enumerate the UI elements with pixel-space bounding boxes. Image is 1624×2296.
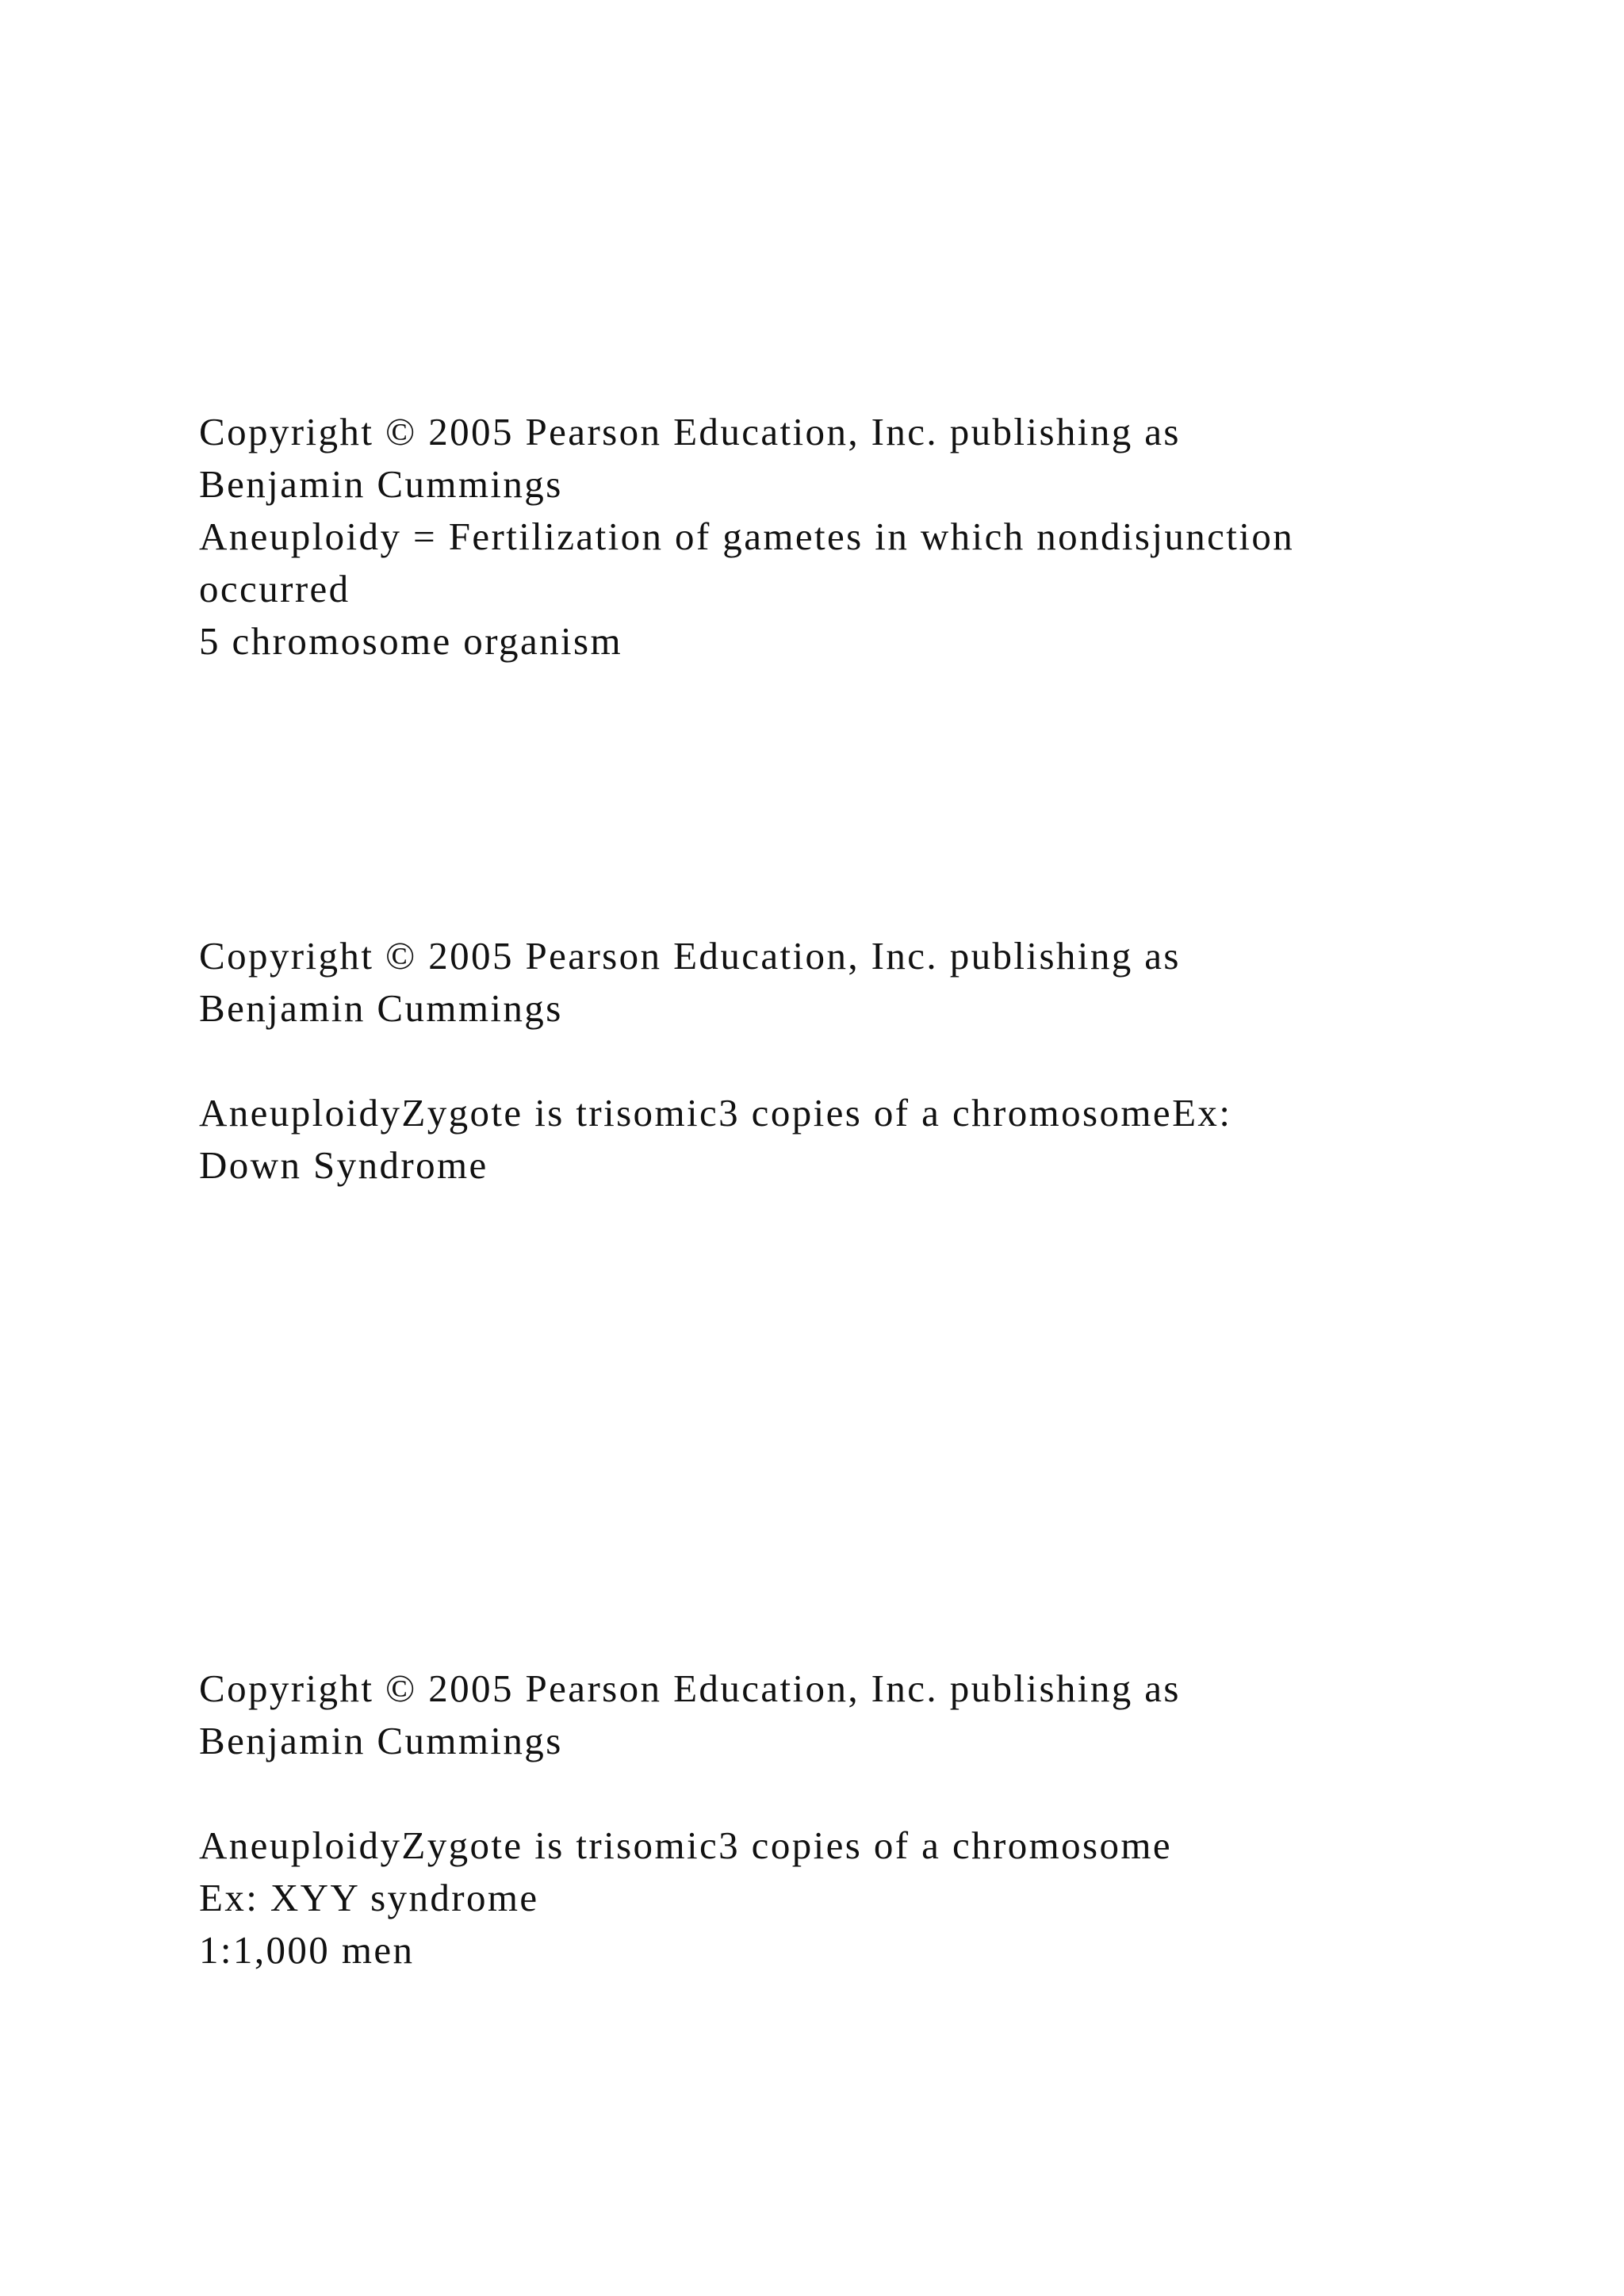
- copyright-line: Copyright © 2005 Pearson Education, Inc. publishing as: [199, 934, 1181, 978]
- body-line: AneuploidyZygote is trisomic3 copies of a chromosomeEx:: [199, 1091, 1232, 1135]
- body-line: Down Syndrome: [199, 1143, 488, 1187]
- publisher-line: Benjamin Cummings: [199, 986, 563, 1030]
- body-line: 1:1,000 men: [199, 1928, 415, 1972]
- body-line: Ex: XYY syndrome: [199, 1876, 539, 1919]
- publisher-line: Benjamin Cummings: [199, 1719, 563, 1762]
- body-line: AneuploidyZygote is trisomic3 copies of a chromosome: [199, 1823, 1173, 1867]
- copyright-line: Copyright © 2005 Pearson Education, Inc. publishing as: [199, 1667, 1181, 1710]
- body-line: Aneuploidy = Fertilization of gametes in which nondisjunction: [199, 515, 1295, 558]
- publisher-line: Benjamin Cummings: [199, 462, 563, 506]
- body-line: 5 chromosome organism: [199, 619, 622, 663]
- copyright-line: Copyright © 2005 Pearson Education, Inc. publishing as: [199, 410, 1181, 453]
- body-line: occurred: [199, 567, 350, 610]
